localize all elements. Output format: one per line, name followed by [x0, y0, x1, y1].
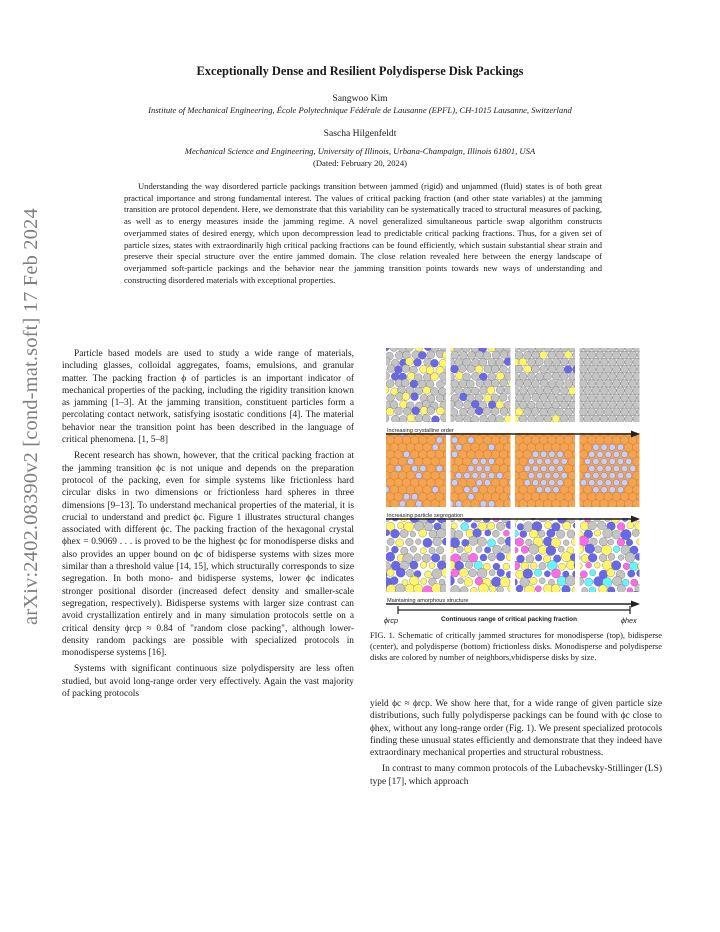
row-label-amorphous: Maintaining amorphous structure — [387, 598, 469, 604]
figure-caption: FIG. 1. Schematic of critically jammed structures for monodisperse (top), bidisperse (center), and polydisperse (bottom) frictionless disks. Monodisperse and polydisperse disks are colored by number of neighbors,vbidisperse disks by size. — [370, 631, 662, 663]
abstract: Understanding the way disordered particle packings transition between jammed (rigid) and unjammed (fluid) states is of both great practical importance and strong fundamental interest. The values of critical packing fraction (and other state variables) at the jamming transition are protocol dependent. Here, we demonstrate that this variability can be systematically traced to structural measures of packing, as well as to energy measures inside the jamming regime. A novel generalized simultaneous particle swap algorithm constructs overjammed states of desired energy, which upon decompression lead to predictable critical packing fractions. Thus, for a given set of particle sizes, states with extraordinarily high critical packing fractions can be found efficiently, which sustain substantial shear strain and preserve their special structure over the entire jammed domain. The close relation revealed here between the energy landscape of overjammed soft-particle packings and the behavior near the jamming transition points towards new ways of understanding and constructing disordered materials with exceptional properties. — [124, 181, 602, 285]
paragraph: Systems with significant continuous size polydispersity are less often studied, but avoid long-range order very effectively. Again the vast majority of packing protocols — [62, 664, 354, 700]
axis-label-phi-hex: ϕhex — [621, 616, 637, 625]
author-2-name: Sascha Hilgenfeldt — [323, 128, 397, 139]
particle-panel — [382, 422, 460, 516]
particle-panel — [438, 348, 525, 431]
paper-title: Exceptionally Dense and Resilient Polydisperse Disk Packings — [196, 64, 524, 78]
axis-label-phi-rcp: ϕrcp — [384, 616, 398, 625]
author-2-affiliation: Mechanical Science and Engineering, University of Illinois, Urbana-Champaign, Illinois 61801, USA — [184, 146, 536, 156]
particle-panel — [382, 348, 461, 431]
paragraph: In contrast to many common protocols of the Lubachevsky-Stillinger (LS) type [17], which approach — [370, 764, 662, 787]
body-right-column — [370, 698, 662, 792]
particle-panel — [503, 422, 590, 516]
paragraph: yield ϕc ≈ ϕrcp. We show here that, for a wide range of given particle size distributions, such fully polydisperse packings can be found with ϕc close to ϕhex, without any long-range order (Fig. 1). We present specialized protocols finding these unusual states efficiently and demonstrate that they indeed have extraordinary mechanical properties and structural robustness. — [370, 699, 662, 759]
row-label-crystalline: Increasing crystalline order — [387, 428, 454, 434]
date-line: (Dated: February 20, 2024) — [312, 158, 408, 168]
particle-panel — [503, 348, 589, 430]
figure-1 — [382, 348, 644, 626]
particle-panel — [438, 422, 525, 516]
author-1-affiliation: Institute of Mechanical Engineering, École Polytechnique Fédérale de Lausanne (EPFL), CH-1015 Lausanne, Switzerland — [148, 105, 572, 115]
axis-label-range: Continuous range of critical packing fraction — [441, 616, 577, 623]
body-left-column — [62, 348, 354, 704]
phi-range-arrow — [398, 606, 630, 614]
paragraph: Particle based models are used to study a wide range of materials, including glasses, colloidal aggregates, foams, emulsions, and granular matter. The packing fraction ϕ of particles is an important indicator of mechanical properties of the packing, including the rigidity transition known as jamming [1–3]. At the jamming transition, constituent particles form a percolating contact network, satisfying isostatic conditions [4]. The material behavior near the transition point has been described in the language of critical phenomena. [1, 5–8] — [62, 349, 354, 446]
figure-1-graphic — [382, 348, 644, 626]
particle-panel — [567, 348, 644, 430]
arxiv-identifier: arXiv:2402.08390v2 [cond-mat.soft] 17 Feb 2024 — [20, 208, 42, 625]
paragraph: Recent research has shown, however, that the critical packing fraction at the jamming transition ϕc is not unique and depends on the preparation protocol of the packing, even for simple systems like frictionless hard circular disks in two dimensions or frictionless hard spheres in three dimensions [9–13]. To understand mechanical properties of the material, it is crucial to understand and predict ϕc. Figure 1 illustrates structural changes associated with different ϕc. The packing fraction of the hexagonal crystal ϕhex = 0.9069 . . . is proved to be the highest ϕc for monodisperse disks and also provides an upper bound on ϕc of bidisperse systems with sizes more similar than a threshold value [14, 15], which structurally corresponds to size segregation. In both mono- and bidisperse systems, lower ϕc indicates stronger positional disorder (increased defect density and smaller-scale segregation, respectively). Bidisperse systems with larger size contrast can avoid crystallization entirely and in many simulation protocols settle on a critical density ϕrcp ≈ 0.84 of "random close packing", although lower-density random packings are possible with specialized protocols in monodisperse systems [16]. — [62, 451, 354, 659]
row-label-segregation: Increasing particle segregation — [387, 513, 464, 519]
author-1-name: Sangwoo Kim — [332, 93, 388, 104]
